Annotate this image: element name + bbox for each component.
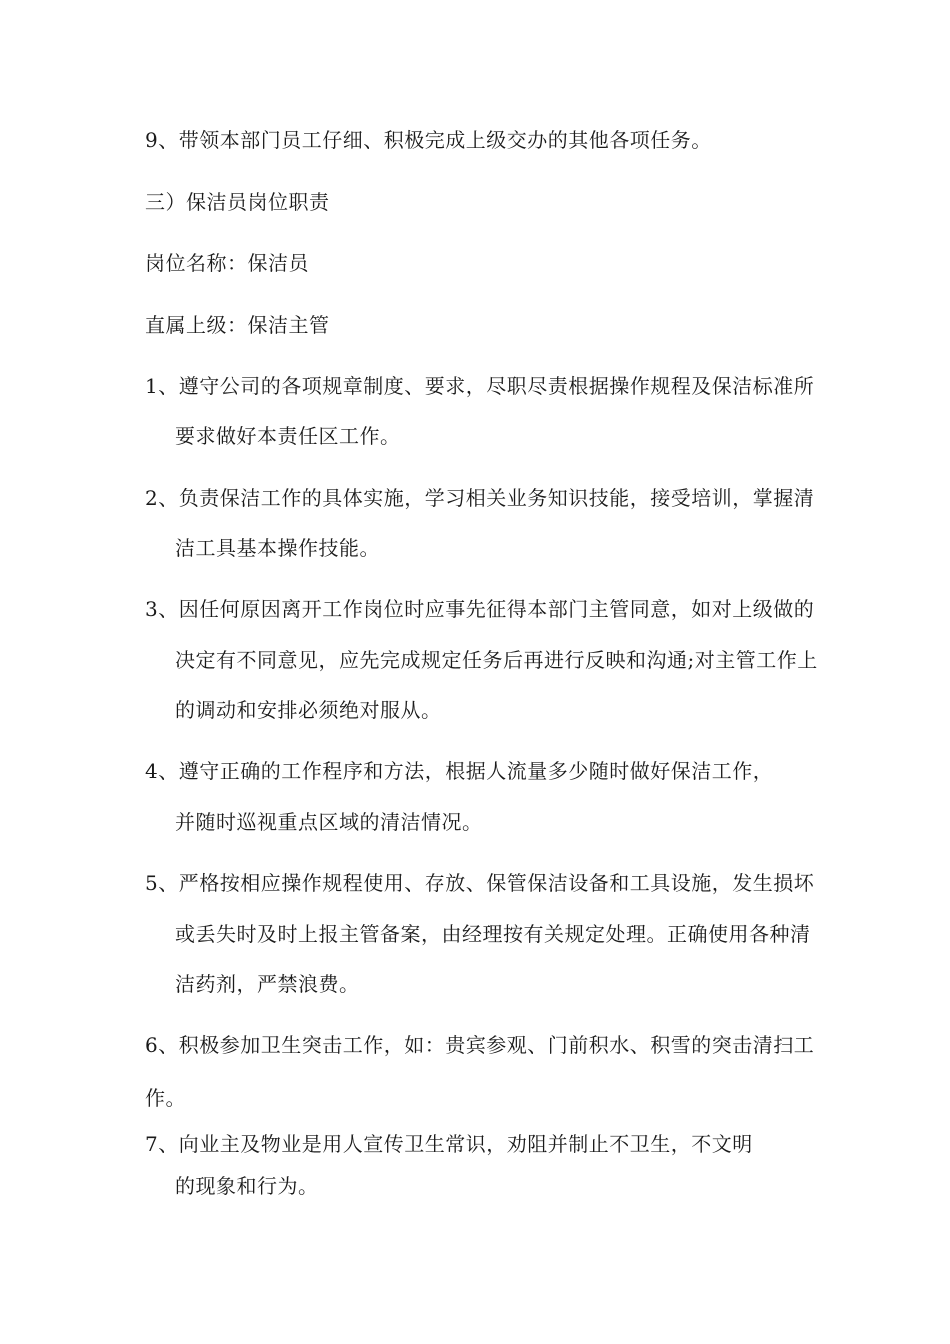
item-6-line-1: 6、积极参加卫生突击工作，如：贵宾参观、门前积水、积雪的突击清扫工	[145, 1033, 815, 1057]
item-2-line-2: 洁工具基本操作技能。	[175, 536, 380, 560]
item-3-line-2: 决定有不同意见，应先完成规定任务后再进行反映和沟通;对主管工作上	[175, 648, 818, 672]
item-3-line-3: 的调动和安排必须绝对服从。	[175, 698, 442, 722]
item-3-line-1: 3、因任何原因离开工作岗位时应事先征得本部门主管同意，如对上级做的	[145, 597, 815, 621]
item-4-line-1: 4、遵守正确的工作程序和方法，根据人流量多少随时做好保洁工作，	[145, 759, 774, 783]
item-1-line-1: 1、遵守公司的各项规章制度、要求，尽职尽责根据操作规程及保洁标准所	[145, 374, 815, 398]
position-name: 岗位名称：保洁员	[145, 251, 309, 275]
section-heading: 三）保洁员岗位职责	[145, 190, 330, 214]
item-4-line-2: 并随时巡视重点区域的清洁情况。	[175, 810, 483, 834]
item-5-line-2: 或丢失时及时上报主管备案，由经理按有关规定处理。正确使用各种清	[175, 922, 811, 946]
item-2-line-1: 2、负责保洁工作的具体实施，学习相关业务知识技能，接受培训，掌握清	[145, 486, 815, 510]
item-7-line-2: 的现象和行为。	[175, 1174, 319, 1198]
item-5-line-3: 洁药剂，严禁浪费。	[175, 972, 360, 996]
item-5-line-1: 5、严格按相应操作规程使用、存放、保管保洁设备和工具设施，发生损坏	[145, 871, 815, 895]
item-9-line: 9、带领本部门员工仔细、积极完成上级交办的其他各项任务。	[145, 128, 712, 152]
item-1-line-2: 要求做好本责任区工作。	[175, 424, 401, 448]
item-6-line-2: 作。	[145, 1086, 186, 1110]
direct-superior: 直属上级：保洁主管	[145, 313, 330, 337]
item-7-line-1: 7、向业主及物业是用人宣传卫生常识，劝阻并制止不卫生，不文明	[145, 1132, 753, 1156]
